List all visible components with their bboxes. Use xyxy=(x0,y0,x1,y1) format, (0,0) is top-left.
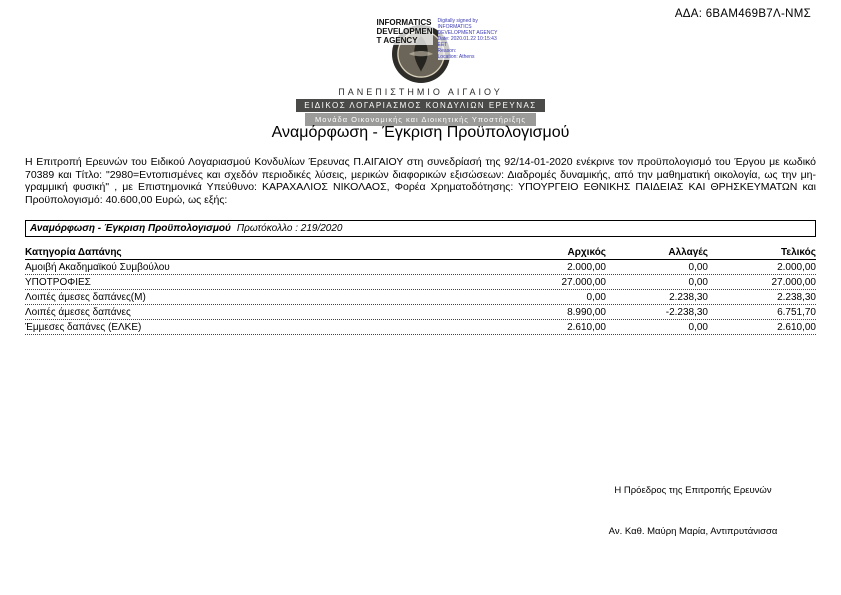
table-row xyxy=(25,275,816,290)
cell-final: 2.238,30 xyxy=(777,292,816,303)
stamp-detail-line: Location: Athens xyxy=(437,54,475,60)
support-unit-band: Μονάδα Οικονομικής και Διοικητικής Υποστήριξης xyxy=(305,113,536,126)
cell-changes: 0,00 xyxy=(688,322,708,333)
cell-final: 6.751,70 xyxy=(777,307,816,318)
cell-changes: -2.238,30 xyxy=(665,307,708,318)
header-changes: Αλλαγές xyxy=(668,247,708,258)
table-row xyxy=(25,320,816,335)
cell-initial: 0,00 xyxy=(586,292,606,303)
logo-area xyxy=(376,18,498,86)
cell-initial: 2.000,00 xyxy=(567,262,606,273)
cell-changes: 0,00 xyxy=(688,277,708,288)
stamp-name-line: INFORMATICS xyxy=(376,18,432,27)
cell-initial: 27.000,00 xyxy=(561,277,606,288)
protocol-number: Πρωτόκολλο : 219/2020 xyxy=(236,223,343,234)
cell-final: 27.000,00 xyxy=(771,277,816,288)
table-row xyxy=(25,260,816,275)
page-title: Αναμόρφωση - Έγκριση Προϋπολογισμού xyxy=(271,124,570,141)
cell-category: Αμοιβή Ακαδημαϊκού Συμβούλου xyxy=(25,262,170,273)
cell-initial: 8.990,00 xyxy=(567,307,606,318)
university-name: ΠΑΝΕΠΙΣΤΗΜΙΟ ΑΙΓΑΙΟΥ xyxy=(338,87,503,97)
signature-role: Η Πρόεδρος της Επιτροπής Ερευνών xyxy=(614,485,772,496)
stamp-detail-line: Date: 2020.01.22 10:15:43 xyxy=(437,36,497,42)
protocol-label: Αναμόρφωση - Έγκριση Προϋπολογισμού xyxy=(30,223,231,234)
stamp-name-line: T AGENCY xyxy=(376,36,418,45)
cell-changes: 0,00 xyxy=(688,262,708,273)
cell-initial: 2.610,00 xyxy=(567,322,606,333)
cell-changes: 2.238,30 xyxy=(669,292,708,303)
digital-signature-stamp xyxy=(377,18,527,60)
table-header-row xyxy=(25,245,816,260)
signature-name: Αν. Καθ. Μαύρη Μαρία, Αντιπρυτάνισσα xyxy=(608,526,778,537)
ada-code: ΑΔΑ: 6ΒΑΜ469Β7Λ-ΝΜΣ xyxy=(674,8,811,20)
cell-category: ΥΠΟΤΡΟΦΙΕΣ xyxy=(25,277,91,288)
header-category: Κατηγορία Δαπάνης xyxy=(25,247,122,258)
stamp-detail-line: Digitally signed by xyxy=(437,18,478,24)
special-account-band: ΕΙΔΙΚΟΣ ΛΟΓΑΡΙΑΣΜΟΣ ΚΟΝΔΥΛΙΩΝ ΕΡΕΥΝΑΣ xyxy=(296,99,545,112)
budget-table xyxy=(25,245,816,335)
cell-category: Λοιπές άμεσες δαπάνες(Μ) xyxy=(25,292,146,303)
cell-final: 2.000,00 xyxy=(777,262,816,273)
stamp-signer-name xyxy=(377,18,433,45)
stamp-detail-line: Reason: xyxy=(437,48,457,54)
cell-final: 2.610,00 xyxy=(777,322,816,333)
stamp-name-line: DEVELOPMEN xyxy=(376,27,433,36)
stamp-detail-line: INFORMATICS xyxy=(437,24,472,30)
table-row xyxy=(25,305,816,320)
stamp-detail-line: DEVELOPMENT AGENCY xyxy=(437,30,498,36)
table-row xyxy=(25,290,816,305)
stamp-signature-details xyxy=(438,18,498,60)
cell-category: Έμμεσες δαπάνες (ΕΛΚΕ) xyxy=(25,322,142,333)
cell-category: Λοιπές άμεσες δαπάνες xyxy=(25,307,131,318)
header-final: Τελικός xyxy=(780,247,816,258)
intro-paragraph: Η Επιτροπή Ερευνών του Ειδικού Λογαριασμού Κονδυλίων Έρευνας Π.ΑΙΓΑΙΟΥ στη συνεδρίασή της 92/14-01-2020 ενέκρινε τον προϋπολογισμό του Έργου με κωδικό 70389 και Τίτλο: "2980=Εντοπισμένες και σχεδόν περιοδικές λύσεις, μερικών διαφορικών εξισώσεων: Διαδρομές δυναμικής, από την μαθηματική οικολογία, ως την μη-γραμμική φυσική" , με Επιστημονικά Υπεύθυνο: ΚΑΡΑΧΑΛΙΟΣ ΝΙΚΟΛΑΟΣ, Φορέα Χρηματοδότησης: ΥΠΟΥΡΓΕΙΟ ΕΘΝΙΚΗΣ ΠΑΙΔΕΙΑΣ ΚΑΙ ΘΡΗΣΚΕΥΜΑΤΩΝ και Προϋπολογισμό: 40.600,00 Ευρώ, ως εξής: xyxy=(25,156,816,206)
header-initial: Αρχικός xyxy=(567,247,606,258)
document-header xyxy=(0,18,841,126)
table-body xyxy=(25,260,816,335)
protocol-box xyxy=(25,220,816,237)
stamp-detail-line: EET xyxy=(437,42,448,48)
